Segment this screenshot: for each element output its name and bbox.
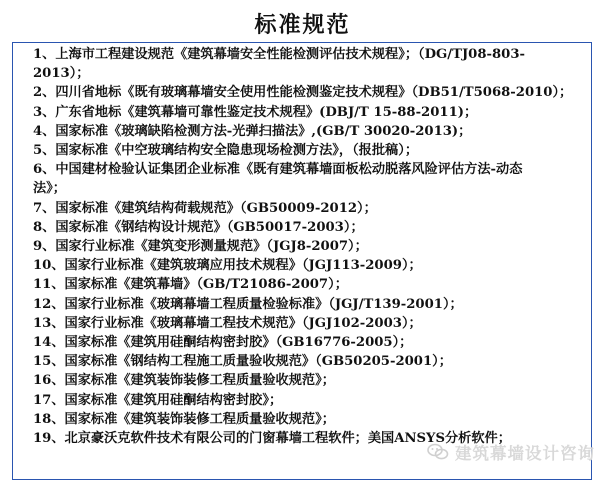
standard-text: 国家标准《建筑结构荷载规范》（GB50009-2012）； bbox=[55, 200, 377, 216]
standard-text: 上海市工程建设规范《建筑幕墙安全性能检测评估技术规程》；（DG/TJ08-803- bbox=[55, 47, 526, 62]
standard-number: 8、 bbox=[33, 219, 56, 235]
standard-text: 国家标准《建筑装饰装修工程质量验收规范》； bbox=[64, 411, 335, 427]
standards-list bbox=[33, 45, 583, 448]
standard-number: 18、 bbox=[33, 411, 65, 427]
standard-item bbox=[33, 141, 583, 160]
standard-number: 9、 bbox=[33, 239, 56, 255]
standard-text: 国家标准《建筑用硅酮结构密封胶》； bbox=[64, 392, 283, 408]
standard-text: 四川省地标《既有玻璃幕墙安全使用性能检测鉴定技术规程》（DB51/T5068-2010）； bbox=[55, 85, 573, 101]
standard-item bbox=[33, 218, 583, 237]
standard-item bbox=[33, 160, 583, 179]
standard-number: 19、 bbox=[33, 431, 65, 447]
standard-item bbox=[33, 333, 583, 352]
standard-text: 广东省地标《建筑幕墙可靠性鉴定技术规程》(DBJ/T 15-88-2011)； bbox=[55, 104, 478, 120]
standard-item bbox=[33, 410, 583, 429]
standard-text: 国家标准《玻璃缺陷检测方法-光弹扫描法》,(GB/T 30020-2013)； bbox=[55, 123, 472, 139]
standard-text: 国家标准《建筑装饰装修工程质量验收规范》； bbox=[64, 373, 335, 389]
standard-number: 5、 bbox=[33, 143, 56, 159]
standard-text: 国家行业标准《建筑玻璃应用技术规程》（JGJ113-2009）； bbox=[64, 258, 422, 274]
watermark bbox=[427, 440, 595, 464]
standard-number: 15、 bbox=[33, 354, 65, 370]
standard-item bbox=[33, 237, 583, 256]
standard-number: 13、 bbox=[33, 315, 65, 331]
standards-panel bbox=[12, 42, 592, 480]
standard-text: 国家标准《建筑幕墙》（GB/T21086-2007）； bbox=[64, 277, 348, 293]
standard-number: 17、 bbox=[33, 392, 65, 408]
standard-number: 7、 bbox=[33, 200, 56, 216]
standard-number: 10、 bbox=[33, 258, 65, 274]
standard-number: 6、 bbox=[33, 162, 56, 178]
standard-continuation: 法》； bbox=[33, 181, 66, 197]
standard-item bbox=[33, 83, 583, 102]
standard-item bbox=[33, 371, 583, 390]
standard-number: 2、 bbox=[33, 85, 56, 101]
standard-item bbox=[33, 352, 583, 371]
standard-item bbox=[33, 391, 583, 410]
standard-item bbox=[33, 295, 583, 314]
standard-text: 中国建材检验认证集团企业标准《既有建筑幕墙面板松动脱落风险评估方法-动态 bbox=[55, 162, 523, 178]
wechat-icon bbox=[427, 443, 449, 461]
standard-text: 北京豪沃克软件技术有限公司的门窗幕墙工程软件；美国ANSYS分析软件； bbox=[64, 431, 511, 447]
standard-item bbox=[33, 103, 583, 122]
standard-item bbox=[33, 275, 583, 294]
standard-text: 国家行业标准《玻璃幕墙工程质量检验标准》（JGJ/T139-2001）； bbox=[64, 296, 463, 312]
standard-item bbox=[33, 256, 583, 275]
standard-number: 1、 bbox=[33, 47, 56, 62]
standard-text: 国家标准《钢结构设计规范》（GB50017-2003）； bbox=[55, 219, 364, 235]
standard-text: 国家行业标准《玻璃幕墙工程技术规范》（JGJ102-2003）； bbox=[64, 315, 422, 331]
standard-continuation: 2013）； bbox=[33, 66, 90, 82]
standard-item bbox=[33, 314, 583, 333]
standard-number: 14、 bbox=[33, 335, 65, 351]
standard-number: 11、 bbox=[33, 277, 65, 293]
standard-text: 国家标准《建筑用硅酮结构密封胶》（GB16776-2005）； bbox=[64, 335, 413, 351]
page-title: 标准规范 bbox=[254, 13, 351, 38]
standard-text: 国家标准《钢结构工程施工质量验收规范》（GB50205-2001）； bbox=[64, 354, 452, 370]
standard-item bbox=[33, 199, 583, 218]
standard-number: 16、 bbox=[33, 373, 65, 389]
standard-item bbox=[33, 45, 583, 64]
standard-text: 国家行业标准《建筑变形测量规范》（JGJ8-2007）； bbox=[55, 239, 368, 255]
standard-text: 国家标准《中空玻璃结构安全隐患现场检测方法》，（报批稿）； bbox=[55, 143, 419, 159]
standard-number: 3、 bbox=[33, 104, 56, 120]
watermark-text: 建筑幕墙设计咨询 bbox=[455, 444, 595, 463]
standard-number: 4、 bbox=[33, 123, 56, 139]
standard-number: 12、 bbox=[33, 296, 65, 312]
standard-item bbox=[33, 122, 583, 141]
